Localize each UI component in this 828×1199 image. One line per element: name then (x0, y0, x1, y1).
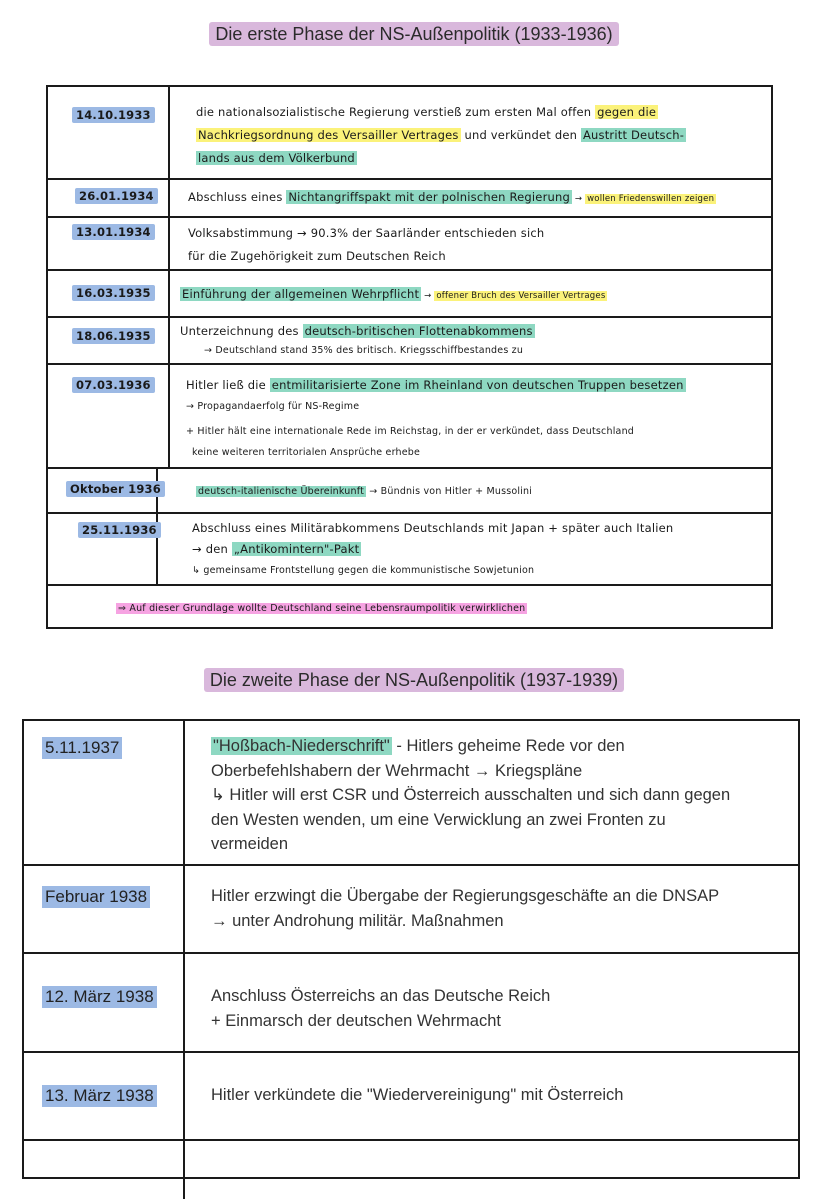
row-content: die nationalsozialistische Regierung verstieß zum ersten Mal offen gegen die Nachkriegsordnung des Versailler Vertrages und verkündet den Austritt Deutsch- lands aus dem Völkerbund (196, 105, 685, 165)
conclusion-row (48, 584, 771, 629)
table-row (48, 178, 771, 216)
date-label: 18.06.1935 (72, 328, 155, 344)
row-content: Volksabstimmung → 90.3% der Saarländer entschieden sich für die Zugehörigkeit zum Deutschen Reich (188, 226, 545, 263)
row-content: Hitler ließ die entmilitarisierte Zone im Rheinland von deutschen Truppen besetzen → Propagandaerfolg für NS-Regime + Hitler hält eine internationale Rede im Reichstag, in der er verkündet, dass Deutschland keine weiteren territorialen Ansprüche erhebe (186, 378, 684, 458)
table-row (24, 1051, 798, 1139)
row-content: Einführung der allgemeinen Wehrpflicht → offener Bruch des Versailler Vertrages (182, 287, 606, 301)
row-content: Unterzeichnung des deutsch-britischen Flottenabkommens → Deutschland stand 35% des britisch. Kriegsschiffbestandes zu (180, 324, 533, 356)
date-label: 14.10.1933 (72, 107, 155, 123)
table-row (48, 216, 771, 269)
row-content: Anschluss Österreichs an das Deutsche Reich + Einmarsch der deutschen Wehrmacht (211, 987, 551, 1030)
date-label: 12. März 1938 (42, 986, 157, 1008)
phase2-table (22, 719, 800, 1179)
date-label: 16.03.1935 (72, 285, 155, 301)
row-content: Hitler erzwingt die Übergabe der Regierungsgeschäfte an die DNSAP → unter Androhung militär. Maßnahmen (211, 887, 720, 930)
table-row (48, 363, 771, 467)
table-row (48, 512, 771, 584)
table-row (24, 721, 798, 864)
table-row (48, 316, 771, 363)
row-content: Hitler verkündete die "Wiedervereinigung" mit Österreich (211, 1086, 624, 1104)
date-label: 13. März 1938 (42, 1085, 157, 1107)
date-label: 07.03.1936 (72, 377, 155, 393)
table-row (48, 467, 771, 512)
table-row (24, 1139, 798, 1199)
date-label: 13.01.1934 (72, 224, 155, 240)
date-label: 26.01.1934 (75, 188, 158, 204)
date-label: Februar 1938 (42, 886, 150, 908)
table-row (48, 269, 771, 316)
phase1-table (46, 85, 773, 629)
row-content: Abschluss eines Militärabkommens Deutschlands mit Japan + später auch Italien → den „Antikomintern"-Pakt ↳ gemeinsame Frontstellung gegen die kommunistische Sowjetunion (192, 521, 674, 576)
table-row (24, 952, 798, 1051)
conclusion-text: ⇒ Auf dieser Grundlage wollte Deutschland seine Lebensraumpolitik verwirklichen (118, 603, 526, 614)
table-row (24, 864, 798, 952)
row-content: deutsch-italienische Übereinkunft → Bündnis von Hitler + Mussolini (198, 486, 533, 497)
date-label: Oktober 1936 (66, 481, 165, 497)
table-row (48, 87, 771, 178)
row-content: "Hoßbach-Niederschrift" - Hitlers geheime Rede vor den Oberbefehlshabern der Wehrmacht → Kriegspläne ↳ Hitler will erst CSR und Österreich ausschalten und sich dann gegen den Westen wenden, um eine Verwicklung an zwei Fronten zu vermeiden (211, 737, 731, 853)
row-content: Abschluss eines Nichtangriffspakt mit der polnischen Regierung → wollen Friedenswillen zeigen (188, 190, 715, 204)
date-label: 5.11.1937 (42, 737, 122, 759)
phase1-title: Die erste Phase der NS-Außenpolitik (1933-1936) (0, 24, 828, 45)
phase2-title: Die zweite Phase der NS-Außenpolitik (1937-1939) (0, 670, 828, 691)
date-label: 25.11.1936 (78, 522, 161, 538)
